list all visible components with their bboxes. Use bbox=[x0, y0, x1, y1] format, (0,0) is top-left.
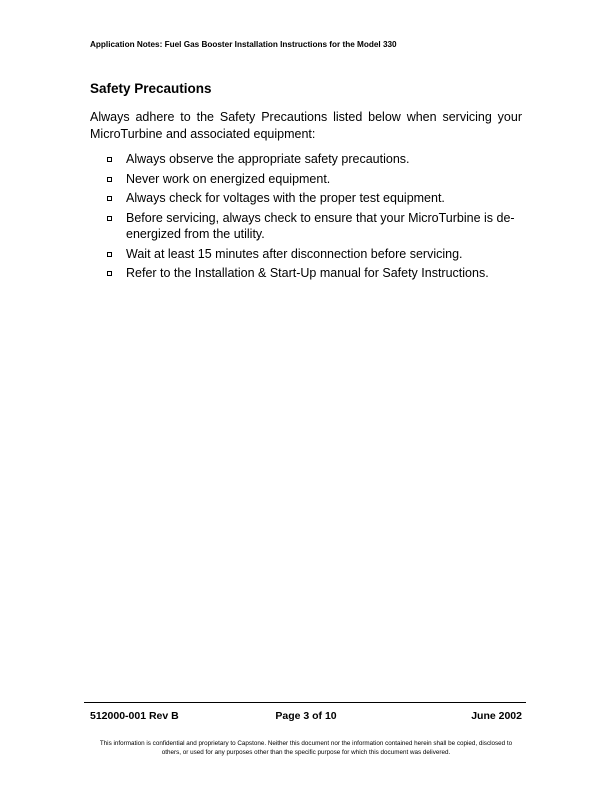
square-bullet-icon bbox=[107, 196, 112, 201]
list-item bbox=[107, 151, 527, 168]
section-title: Safety Precautions bbox=[90, 81, 212, 96]
safety-list bbox=[107, 151, 527, 285]
list-item bbox=[107, 171, 527, 188]
square-bullet-icon bbox=[107, 177, 112, 182]
list-item-text: Before servicing, always check to ensure that your MicroTurbine is de-energized from the utility. bbox=[126, 210, 515, 241]
square-bullet-icon bbox=[107, 216, 112, 221]
square-bullet-icon bbox=[107, 252, 112, 257]
list-item bbox=[107, 246, 527, 263]
document-number: 512000-001 Rev B bbox=[90, 710, 179, 722]
footer bbox=[90, 710, 522, 724]
list-item-text: Wait at least 15 minutes after disconnection before servicing. bbox=[126, 246, 463, 261]
list-item bbox=[107, 190, 527, 207]
intro-paragraph: Always adhere to the Safety Precautions listed below when servicing your MicroTurbine and associated equipment: bbox=[90, 110, 522, 141]
square-bullet-icon bbox=[107, 271, 112, 276]
list-item bbox=[107, 210, 527, 243]
document-date: June 2002 bbox=[471, 710, 522, 722]
list-item-text: Refer to the Installation & Start-Up manual for Safety Instructions. bbox=[126, 266, 489, 280]
square-bullet-icon bbox=[107, 157, 112, 162]
list-item-text: Always observe the appropriate safety precautions. bbox=[126, 152, 410, 166]
confidentiality-notice: This information is confidential and proprietary to Capstone. Neither this document nor the information contained herein shall be copied, disclosed to others, or used for any purposes other than the specific purpose for which this document was delivered. bbox=[99, 740, 513, 756]
page-number: Page 3 of 10 bbox=[275, 710, 337, 722]
list-item bbox=[107, 265, 527, 282]
footer-divider bbox=[84, 702, 526, 703]
running-header: Application Notes: Fuel Gas Booster Installation Instructions for the Model 330 bbox=[90, 40, 397, 49]
list-item-text: Always check for voltages with the proper test equipment. bbox=[126, 191, 445, 205]
list-item-text: Never work on energized equipment. bbox=[126, 171, 331, 186]
